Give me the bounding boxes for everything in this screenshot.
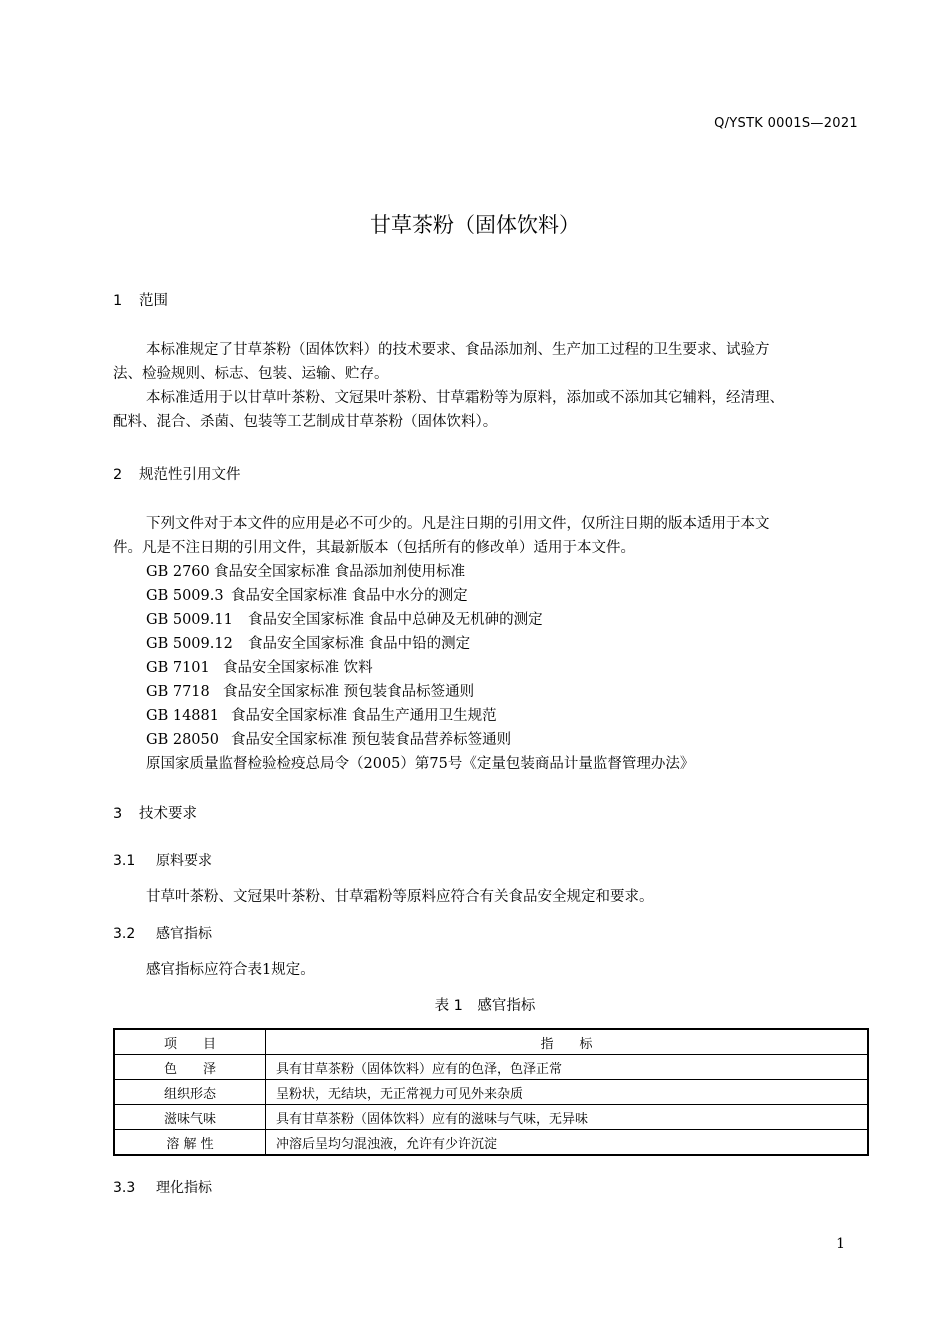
table-header-cell: 项 目	[114, 1029, 266, 1055]
table-cell: 组织形态	[114, 1080, 266, 1105]
section-title: 规范性引用文件	[139, 467, 241, 483]
section-title: 技术要求	[139, 806, 197, 822]
table-cell: 色 泽	[114, 1055, 266, 1080]
scope-paragraph-2-line-2: 配料、混合、杀菌、包装等工艺制成甘草茶粉（固体饮料）。	[113, 414, 498, 430]
reference-code: GB 5009.12	[146, 636, 233, 652]
table-cell: 冲溶后呈均匀混浊液，允许有少许沉淀	[266, 1130, 869, 1156]
table-title: 表 1 感官指标	[434, 998, 536, 1014]
section-number: 2	[113, 467, 123, 483]
document-title: 甘草茶粉（固体饮料）	[370, 213, 580, 237]
reference-title: 食品安全国家标准 食品生产通用卫生规范	[231, 708, 497, 724]
reference-item	[146, 560, 465, 581]
page-number: 1	[836, 1236, 845, 1252]
scope-paragraph-1-line-1: 本标准规定了甘草茶粉（固体饮料）的技术要求、食品添加剂、生产加工过程的卫生要求、试验方	[146, 342, 770, 358]
reference-code: GB 5009.3	[146, 588, 224, 604]
reference-title: 食品安全国家标准 食品中水分的测定	[231, 588, 468, 604]
standard-number: Q/YSTK 0001S—2021	[714, 116, 858, 131]
reference-title: 食品安全国家标准 食品添加剂使用标准	[214, 564, 466, 580]
references-intro-line-2: 件。凡是不注日期的引用文件，其最新版本（包括所有的修改单）适用于本文件。	[113, 540, 635, 556]
section-2-heading	[113, 463, 241, 484]
section-3-heading	[113, 802, 197, 823]
subsection-title: 理化指标	[156, 1180, 212, 1196]
subsection-3-1-heading	[113, 850, 212, 870]
subsection-number: 3.1	[113, 853, 136, 869]
subsection-3-2-heading	[113, 923, 212, 943]
reference-title: 食品安全国家标准 食品中铅的测定	[248, 636, 471, 652]
reference-code: GB 14881	[146, 708, 219, 724]
reference-order: 原国家质量监督检验检疫总局令（2005）第75号《定量包装商品计量监督管理办法》	[146, 756, 695, 772]
table-cell: 具有甘草茶粉（固体饮料）应有的色泽，色泽正常	[266, 1055, 869, 1080]
section-number: 3	[113, 806, 123, 822]
table-row	[114, 1080, 868, 1105]
subsection-number: 3.2	[113, 926, 136, 942]
subsection-title: 原料要求	[156, 853, 212, 869]
reference-title: 食品安全国家标准 食品中总砷及无机砷的测定	[248, 612, 543, 628]
reference-item	[146, 656, 373, 677]
table-row	[114, 1105, 868, 1130]
sensory-text: 感官指标应符合表1规定。	[146, 962, 315, 978]
table-row	[114, 1130, 868, 1156]
reference-code: GB 28050	[146, 732, 219, 748]
section-title: 范围	[139, 293, 168, 309]
reference-code: GB 2760	[146, 564, 210, 580]
table-header-cell: 指 标	[266, 1029, 869, 1055]
reference-title: 食品安全国家标准 预包装食品营养标签通则	[231, 732, 512, 748]
sensory-table	[113, 1028, 869, 1156]
raw-material-text: 甘草叶茶粉、文冠果叶茶粉、甘草霜粉等原料应符合有关食品安全规定和要求。	[146, 889, 654, 905]
section-number: 1	[113, 293, 123, 309]
reference-item	[146, 584, 468, 605]
subsection-3-3-heading	[113, 1177, 212, 1197]
table-row	[114, 1055, 868, 1080]
scope-paragraph-2-line-1: 本标准适用于以甘草叶茶粉、文冠果叶茶粉、甘草霜粉等为原料，添加或不添加其它辅料，经清理、	[146, 390, 784, 406]
reference-item	[146, 680, 474, 701]
section-1-heading	[113, 289, 168, 310]
reference-title: 食品安全国家标准 饮料	[223, 660, 373, 676]
reference-item	[146, 632, 470, 653]
reference-code: GB 7101	[146, 660, 210, 676]
scope-paragraph-1-line-2: 法、检验规则、标志、包装、运输、贮存。	[113, 366, 389, 382]
reference-item	[146, 704, 497, 725]
reference-title: 食品安全国家标准 预包装食品标签通则	[223, 684, 475, 700]
table-cell: 溶 解 性	[114, 1130, 266, 1156]
subsection-number: 3.3	[113, 1180, 136, 1196]
table-header-row	[114, 1029, 868, 1055]
references-intro-line-1: 下列文件对于本文件的应用是必不可少的。凡是注日期的引用文件，仅所注日期的版本适用于本文	[146, 516, 770, 532]
reference-code: GB 7718	[146, 684, 210, 700]
reference-item	[146, 728, 511, 749]
reference-item	[146, 608, 543, 629]
subsection-title: 感官指标	[156, 926, 212, 942]
table-cell: 具有甘草茶粉（固体饮料）应有的滋味与气味，无异味	[266, 1105, 869, 1130]
table-cell: 呈粉状，无结块，无正常视力可见外来杂质	[266, 1080, 869, 1105]
reference-code: GB 5009.11	[146, 612, 233, 628]
table-cell: 滋味气味	[114, 1105, 266, 1130]
